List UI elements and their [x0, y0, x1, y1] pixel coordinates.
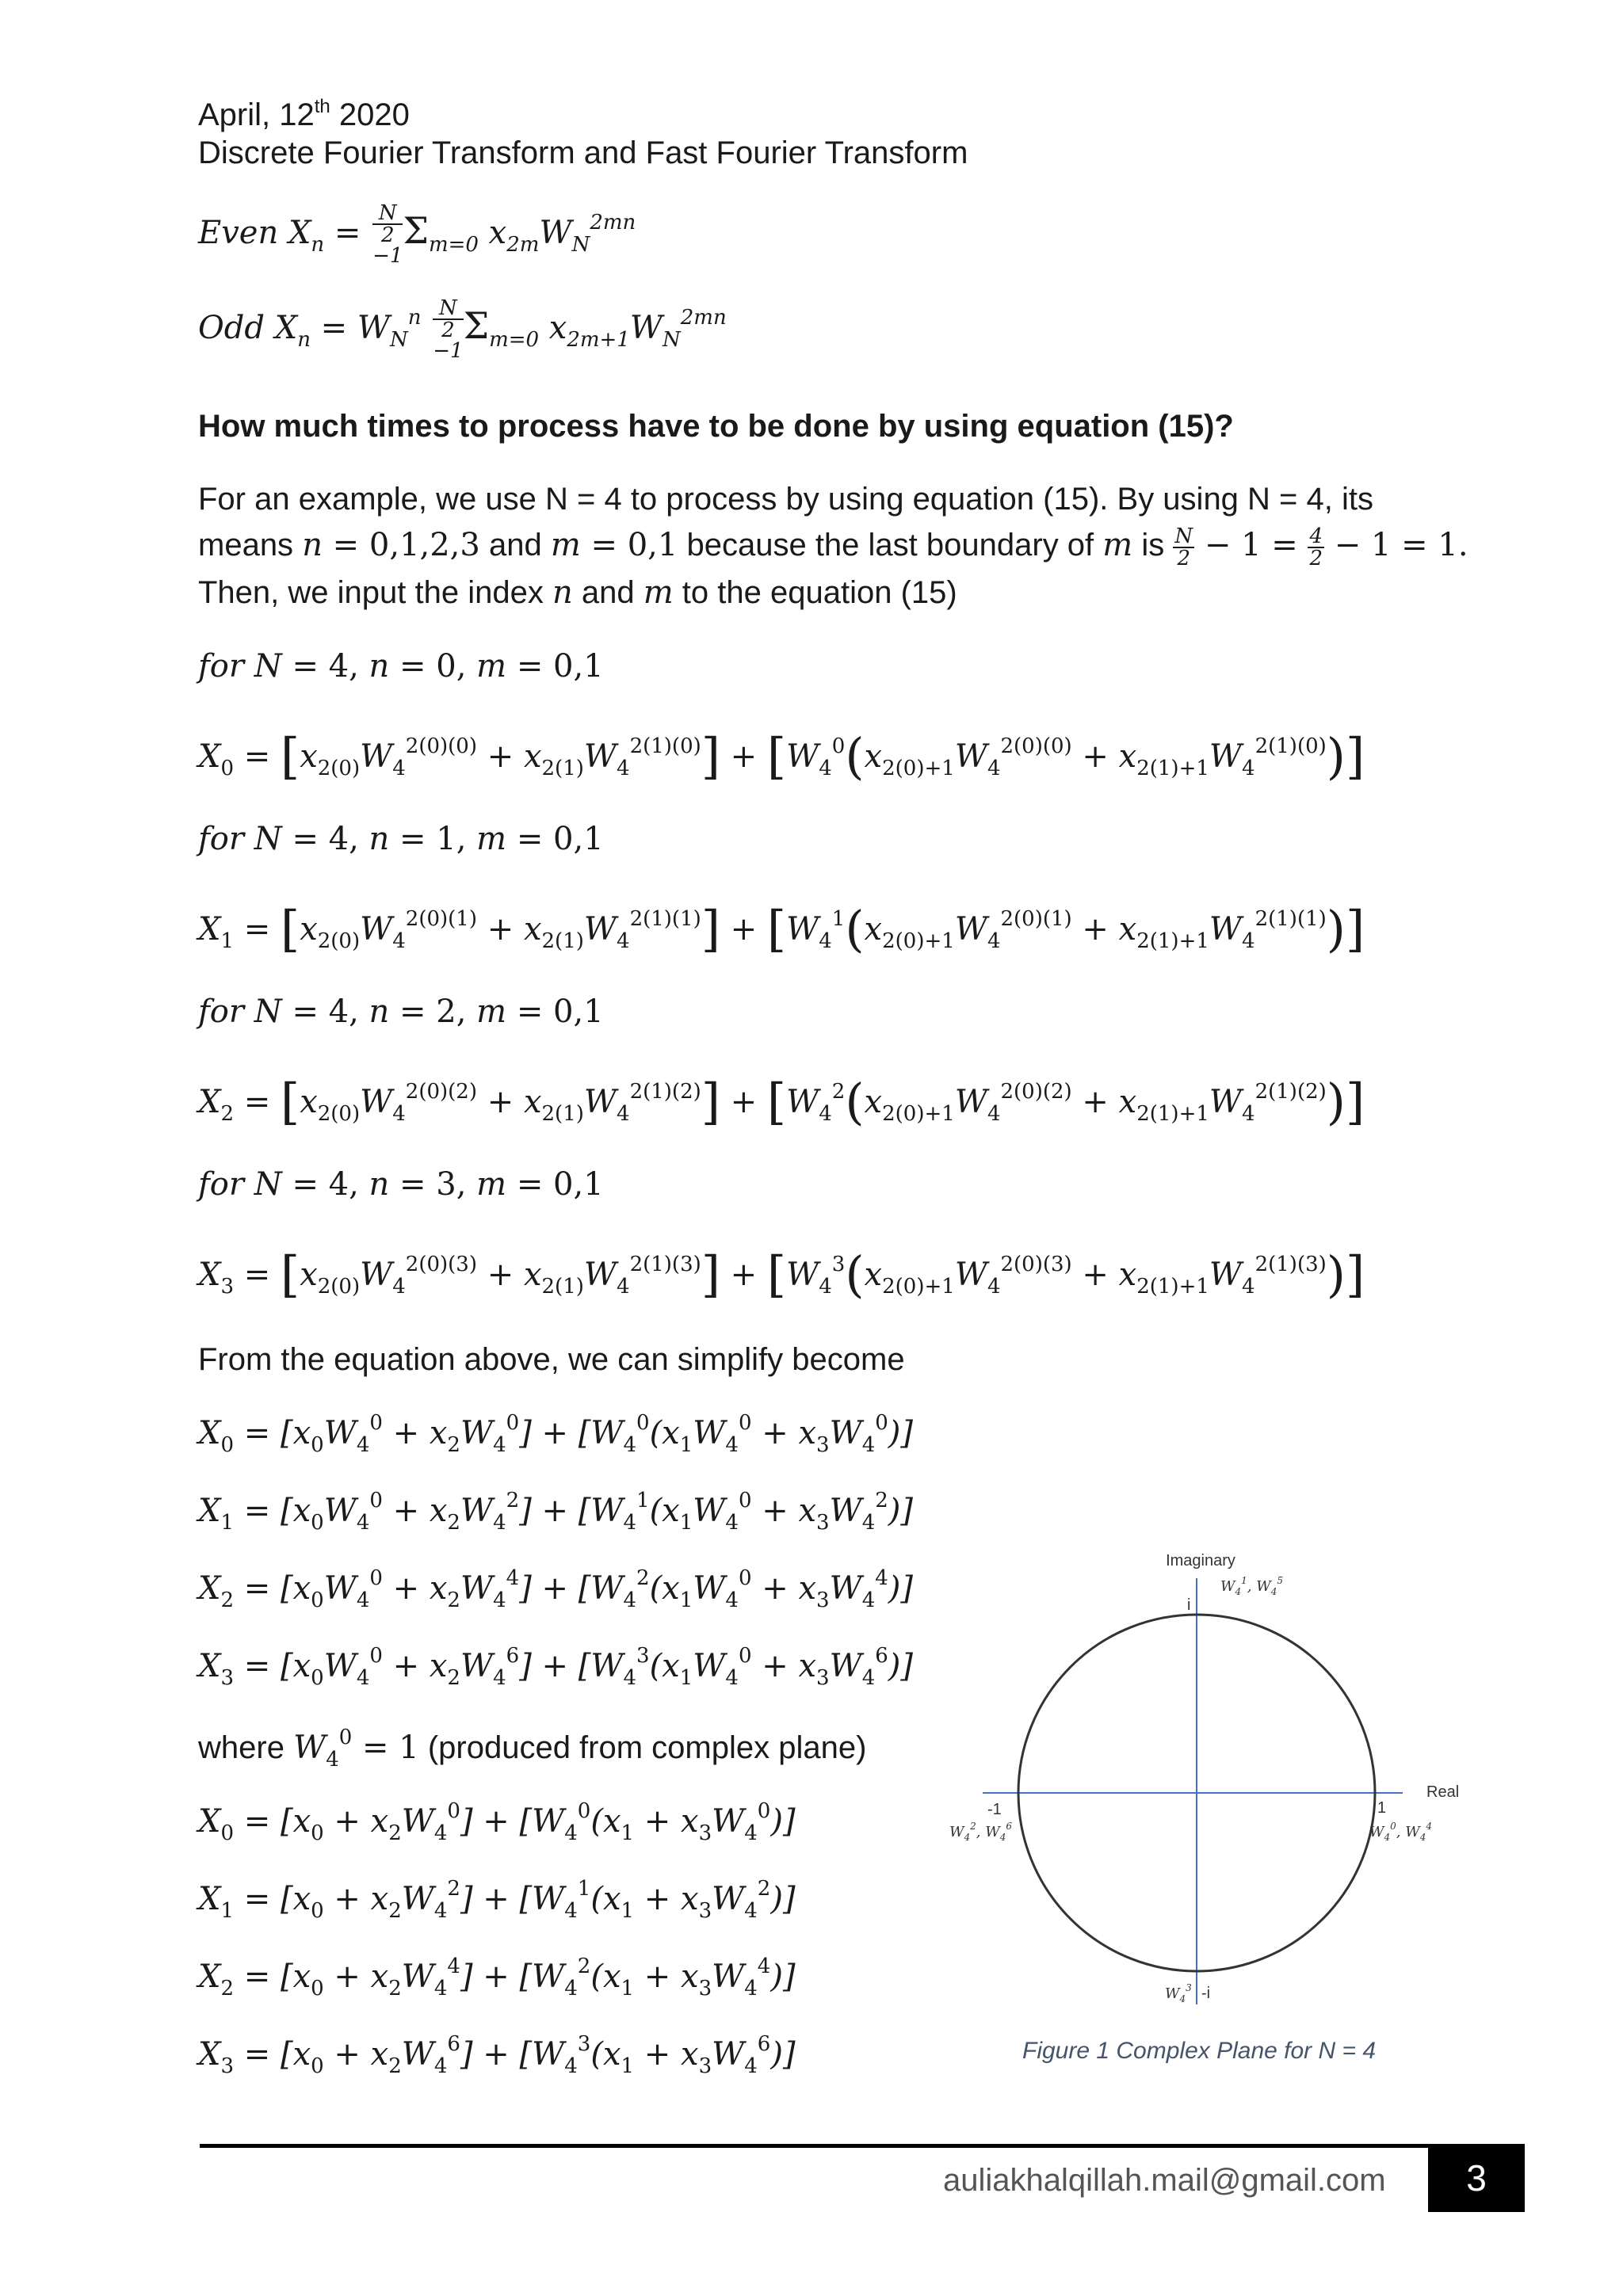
odd-formula: Odd $X_n = W_N^n$ N 2 −1 $\Sigma_{m=0}$ $x_{2m+1}W_N^{2mn}$	[198, 296, 727, 363]
equation-x0-final: $X_0 = [x_0 + x_2W_4^0] + [W_4^0(x_1 + x_3W_4^0)]$	[198, 1799, 796, 1845]
equation-x1-final: $X_1 = [x_0 + x_2W_4^2] + [W_4^1(x_1 + x_3W_4^2)]$	[198, 1877, 796, 1923]
equation-x2-simplified: $X_2 = [x_0W_4^0 + x_2W_4^4] + [W_4^2(x_1W_4^0 + x_3W_4^4)]$	[198, 1566, 913, 1612]
complex-plane-figure	[935, 1545, 1490, 2020]
equation-x2-final: $X_2 = [x_0 + x_2W_4^4] + [W_4^2(x_1 + x_3W_4^4)]$	[198, 1955, 796, 2000]
paragraph-line-2: means n = 0,1,2,3 and m = 0,1 because the last boundary of m is $\frac{N}{2}$ − 1 = $\frac{4}{2}$ − 1 = 1.	[198, 524, 1468, 570]
equation-x3-final: $X_3 = [x_0 + x_2W_4^6] + [W_4^3(x_1 + x_3W_4^6)]$	[198, 2032, 796, 2078]
figure-caption: Figure 1 Complex Plane for N = 4	[1022, 2038, 1377, 2064]
section-question: How much times to process have to be done by using equation (15)?	[198, 409, 1234, 444]
equation-x0-expanded: $X_0 = [x_{2(0)}W_4^{2(0)(0)} + x_{2(1)}W_4^{2(1)(0)}] + [W_4^0(x_{2(0)+1}W_4^{2(0)(0)} + x_{2(1)+1}W_4^{2(1)(0)})]$	[198, 727, 1365, 785]
header-title: Discrete Fourier Transform and Fast Fourier Transform	[198, 135, 968, 170]
svg-text:-i: -i	[1201, 1985, 1211, 2002]
page-number: 3	[1428, 2144, 1525, 2212]
equation-x3-expanded: $X_3 = [x_{2(0)}W_4^{2(0)(3)} + x_{2(1)}W_4^{2(1)(3)}] + [W_4^3(x_{2(0)+1}W_4^{2(0)(3)} + x_{2(1)+1}W_4^{2(1)(3)})]$	[198, 1245, 1365, 1303]
svg-text:W41, W45: $W_4^1$, $W_4^5$	[1220, 1575, 1284, 1597]
svg-text:Real: Real	[1426, 1783, 1460, 1801]
svg-text:W42, W46: $W_4^2$, $W_4^6$	[949, 1821, 1013, 1843]
svg-text:1: 1	[1377, 1799, 1387, 1817]
for-n3: for N = 4, n = 3, m = 0,1	[198, 1166, 604, 1203]
footer-rule	[200, 2144, 1525, 2148]
paragraph-line-1: For an example, we use N = 4 to process by using equation (15). By using N = 4, its	[198, 482, 1373, 517]
svg-text:W40, W44: $W_4^0$, $W_4^4$	[1369, 1821, 1433, 1843]
equation-x0-simplified: $X_0 = [x_0W_4^0 + x_2W_4^0] + [W_4^0(x_1W_4^0 + x_3W_4^0)]$	[198, 1411, 913, 1457]
svg-text:-1: -1	[987, 1801, 1002, 1818]
equation-x2-expanded: $X_2 = [x_{2(0)}W_4^{2(0)(2)} + x_{2(1)}W_4^{2(1)(2)}] + [W_4^2(x_{2(0)+1}W_4^{2(0)(2)} + x_{2(1)+1}W_4^{2(1)(2)})]$	[198, 1073, 1365, 1131]
even-formula: Even $X_n$ = N 2 −1 $\Sigma_{m=0}$ $x_{2m}W_N^{2mn}$	[198, 201, 636, 268]
complex-plane-diagram	[935, 1545, 1490, 2020]
for-n0: for N = 4, n = 0, m = 0,1	[198, 648, 604, 685]
equation-x3-simplified: $X_3 = [x_0W_4^0 + x_2W_4^6] + [W_4^3(x_1W_4^0 + x_3W_4^6)]$	[198, 1644, 913, 1690]
footer-email: auliakhalqillah.mail@gmail.com	[943, 2163, 1386, 2198]
paragraph-line-3: Then, we input the index n and m to the equation (15)	[198, 574, 957, 611]
svg-text:i: i	[1187, 1596, 1191, 1614]
svg-text:Imaginary: Imaginary	[1166, 1552, 1235, 1569]
simplify-text: From the equation above, we can simplify become	[198, 1342, 905, 1377]
equation-x1-expanded: $X_1 = [x_{2(0)}W_4^{2(0)(1)} + x_{2(1)}W_4^{2(1)(1)}] + [W_4^1(x_{2(0)+1}W_4^{2(0)(1)} + x_{2(1)+1}W_4^{2(1)(1)})]$	[198, 900, 1365, 958]
header-date: April, 12th 2020	[198, 96, 410, 132]
where-line: where $W_4^0 = 1$ (produced from complex plane)	[198, 1726, 867, 1772]
equation-x1-simplified: $X_1 = [x_0W_4^0 + x_2W_4^2] + [W_4^1(x_1W_4^0 + x_3W_4^2)]$	[198, 1489, 913, 1535]
svg-text:W43: $W_4^3$	[1165, 1982, 1192, 2004]
for-n2: for N = 4, n = 2, m = 0,1	[198, 994, 604, 1030]
for-n1: for N = 4, n = 1, m = 0,1	[198, 821, 604, 857]
